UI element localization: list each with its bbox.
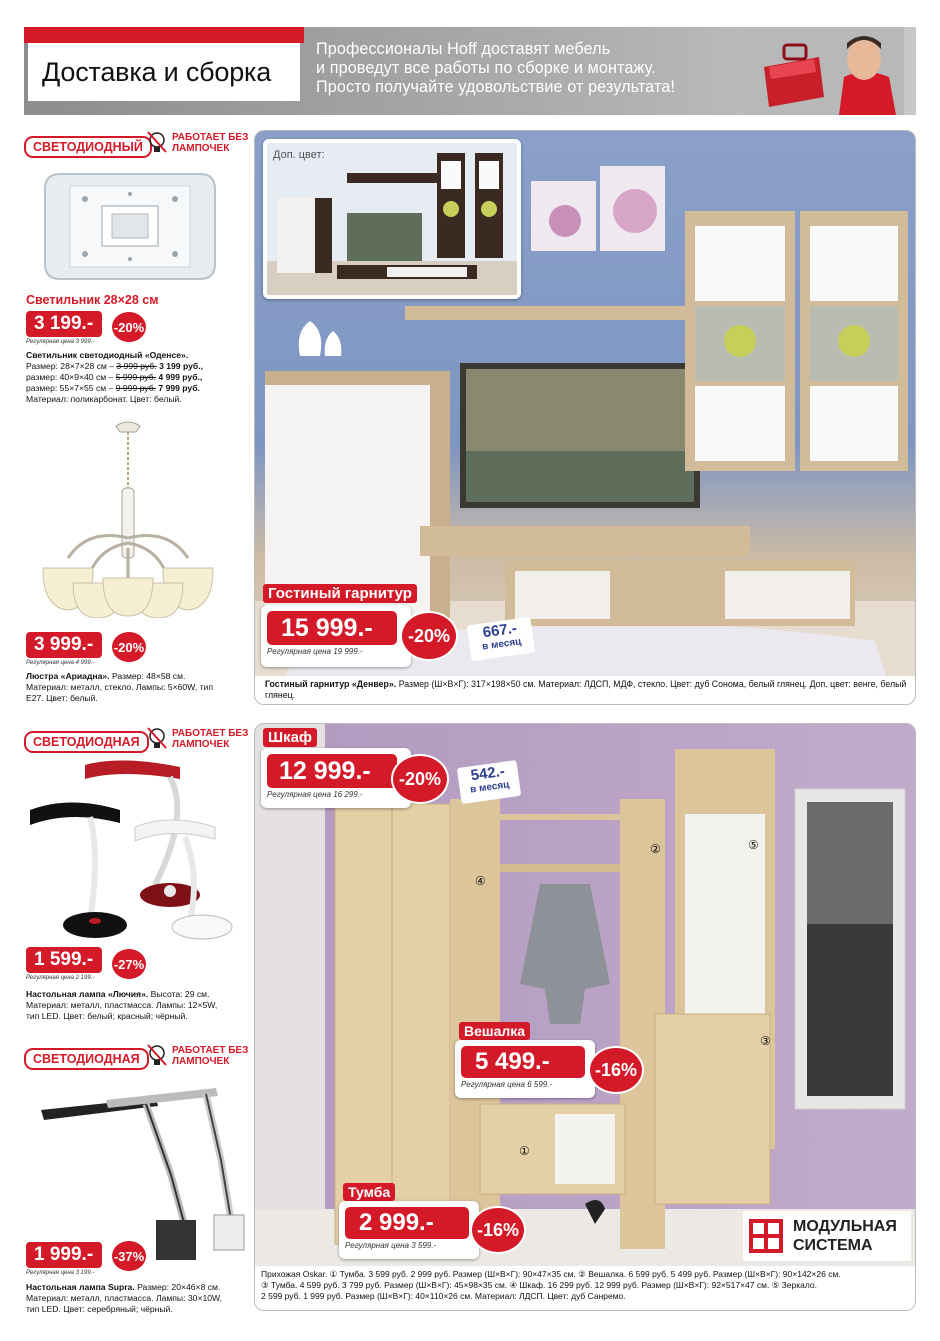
regular-price: Регулярная цена 4 999.- bbox=[26, 660, 95, 666]
price-block bbox=[26, 947, 102, 981]
product-title: Светильник 28×28 см bbox=[26, 293, 159, 307]
desk-lamp-lucia-image bbox=[30, 755, 240, 950]
monthly-amount: 667.- bbox=[481, 619, 518, 642]
marker-4: ④ bbox=[475, 874, 486, 888]
extra-color-inset bbox=[263, 139, 521, 299]
set-discount-badge: -20% bbox=[400, 611, 458, 661]
modular-label-line: МОДУЛЬНАЯ bbox=[793, 1218, 897, 1235]
monthly-amount: 542.- bbox=[469, 762, 506, 785]
desc-text: Материал: металл, пластмасса. Лампы: 12×5W, bbox=[26, 1000, 218, 1010]
set-description bbox=[255, 676, 916, 705]
delivery-man-image bbox=[744, 27, 904, 115]
discount-badge: -27% bbox=[110, 947, 148, 981]
desc-text: Размер: 28×7×28 см – bbox=[26, 361, 115, 371]
new-price: 4 999 руб., bbox=[158, 372, 203, 382]
hallway-desc-line: Прихожая Oskar. ① Тумба. 3 599 руб. 2 999 руб. Размер (Ш×В×Г): 90×47×35 см. ② Вешалка. 6 599 руб. 5 499 руб. Размер (Ш×В×Г): 90×142×26 см. bbox=[261, 1269, 841, 1279]
wardrobe-price: 12 999.- bbox=[267, 754, 397, 788]
no-bulbs-badge bbox=[146, 130, 248, 156]
desc-text: размер: 55×7×55 см – bbox=[26, 383, 114, 393]
product-name: Светильник светодиодный «Оденсе». bbox=[26, 350, 189, 360]
hallway-panel bbox=[254, 723, 916, 1311]
price-block bbox=[26, 1242, 102, 1276]
desc-text: E27. Цвет: белый. bbox=[26, 693, 98, 703]
discount-badge: -37% bbox=[110, 1239, 148, 1273]
wardrobe-discount-badge: -20% bbox=[391, 754, 449, 804]
led-tag bbox=[24, 1048, 149, 1070]
stand-caption: Тумба bbox=[343, 1183, 395, 1201]
hanger-price: 5 499.- bbox=[461, 1046, 585, 1078]
hanger-caption: Вешалка bbox=[459, 1022, 530, 1040]
set-price: 15 999.- bbox=[267, 611, 397, 645]
product-description bbox=[26, 350, 248, 405]
living-room-panel bbox=[254, 130, 916, 705]
no-bulbs-text: ЛАМПОЧЕК bbox=[172, 739, 230, 750]
desc-text: тип LED. Цвет: серебряный; чёрный. bbox=[26, 1304, 173, 1314]
banner-text-line: Просто получайте удовольствие от результата! bbox=[316, 78, 676, 96]
banner-title-box bbox=[28, 43, 300, 101]
led-tag-label: СВЕТОДИОДНАЯ bbox=[24, 731, 149, 753]
marker-3: ③ bbox=[760, 1034, 771, 1048]
marker-2: ② bbox=[650, 842, 661, 856]
hanger-regular-price: Регулярная цена 6 599.- bbox=[461, 1080, 553, 1089]
chandelier-image bbox=[28, 418, 228, 623]
hallway-description bbox=[255, 1266, 916, 1311]
no-bulbs-text: РАБОТАЕТ БЕЗ bbox=[172, 132, 249, 143]
extra-color-image bbox=[267, 143, 517, 295]
no-bulbs-text: РАБОТАЕТ БЕЗ bbox=[172, 728, 249, 739]
banner-text-line: и проведут все работы по сборке и монтажу. bbox=[316, 59, 656, 77]
product-description bbox=[26, 1282, 248, 1315]
new-price: 7 999 руб. bbox=[158, 383, 200, 393]
banner-red-strip bbox=[24, 27, 304, 43]
desc-text: Размер: 48×58 см. bbox=[111, 671, 186, 681]
price-block bbox=[26, 632, 102, 666]
monthly-label: в месяц bbox=[481, 636, 522, 653]
led-tag bbox=[24, 731, 149, 753]
banner-text-line: Профессионалы Hoff доставят мебель bbox=[316, 40, 611, 58]
desc-text: Материал: поликарбонат. Цвет: белый. bbox=[26, 394, 182, 404]
hanger-discount-badge: -16% bbox=[588, 1046, 644, 1094]
desc-text: Материал: металл, пластмасса. Лампы: 30×10W, bbox=[26, 1293, 223, 1303]
extra-color-label: Доп. цвет: bbox=[273, 149, 325, 161]
stand-price: 2 999.- bbox=[345, 1207, 469, 1239]
price-tag: 3 199.- bbox=[26, 311, 102, 337]
discount-badge: -20% bbox=[110, 630, 148, 664]
desc-text: Размер: 20×46×8 см. bbox=[137, 1282, 221, 1292]
set-name: Гостиный гарнитур «Денвер». bbox=[265, 679, 397, 689]
banner-text bbox=[316, 40, 716, 97]
marker-5: ⑤ bbox=[748, 838, 759, 852]
modular-system-label bbox=[743, 1211, 911, 1261]
desc-text: Материал: металл, стекло. Лампы: 5×60W, тип bbox=[26, 682, 213, 692]
price-block bbox=[26, 311, 102, 345]
led-tag bbox=[24, 136, 152, 158]
product-name: Настольная лампа Supra. bbox=[26, 1282, 135, 1292]
product-description bbox=[26, 671, 248, 704]
price-tag: 1 999.- bbox=[26, 1242, 102, 1268]
old-price: 3 999 руб. bbox=[116, 361, 157, 371]
set-caption: Гостиный гарнитур bbox=[263, 584, 417, 603]
no-bulbs-text: РАБОТАЕТ БЕЗ bbox=[172, 1045, 249, 1056]
old-price: 9 999 руб. bbox=[115, 383, 157, 393]
stand-price-card bbox=[339, 1201, 479, 1259]
desc-text: размер: 40×9×40 см – bbox=[26, 372, 114, 382]
set-desc-text: Размер (Ш×В×Г): 317×198×50 см. Материал: ЛДСП, МДФ, стекло. Цвет: дуб Сонома, белый глянец. Доп. цвет: венге, белый глянец. bbox=[265, 679, 907, 700]
set-regular-price: Регулярная цена 19 999.- bbox=[267, 647, 363, 656]
monthly-label: в месяц bbox=[469, 779, 510, 796]
led-tag-label: СВЕТОДИОДНЫЙ bbox=[24, 136, 152, 158]
hallway-desc-line: ③ Тумба. 4 599 руб. 3 799 руб. Размер (Ш×В×Г): 45×98×35 см. ④ Шкаф. 16 299 руб. 12 999 руб. Размер (Ш×В×Г): 92×517×47 см. ⑤ Зеркало. bbox=[261, 1280, 818, 1290]
product-name: Люстра «Ариадна». bbox=[26, 671, 110, 681]
stand-regular-price: Регулярная цена 3 599.- bbox=[345, 1241, 437, 1250]
stand-discount-badge: -16% bbox=[470, 1206, 526, 1254]
new-price: 3 199 руб., bbox=[159, 361, 203, 371]
hanger-price-card bbox=[455, 1040, 595, 1098]
ceiling-light-image bbox=[40, 164, 220, 294]
set-price-card bbox=[261, 605, 411, 667]
desc-text: Высота: 29 см. bbox=[150, 989, 210, 999]
discount-badge: -20% bbox=[110, 310, 148, 344]
bulb-crossed-icon bbox=[146, 726, 168, 752]
regular-price: Регулярная цена 3 999.- bbox=[26, 339, 95, 345]
bulb-crossed-icon bbox=[146, 1043, 168, 1069]
wardrobe-regular-price: Регулярная цена 16 299.- bbox=[267, 790, 363, 799]
old-price: 5 999 руб. bbox=[115, 372, 157, 382]
no-bulbs-text: ЛАМПОЧЕК bbox=[172, 143, 230, 154]
product-description bbox=[26, 989, 248, 1022]
no-bulbs-badge bbox=[146, 726, 248, 752]
product-name: Настольная лампа «Лючия». bbox=[26, 989, 149, 999]
modular-cubes-icon bbox=[747, 1217, 785, 1255]
marker-1: ① bbox=[519, 1144, 530, 1158]
price-tag: 1 599.- bbox=[26, 947, 102, 973]
hallway-desc-line: 2 599 руб. 1 999 руб. Размер (Ш×В×Г): 40×110×26 см. Материал: ЛДСП. Цвет: дуб Санремо. bbox=[261, 1291, 626, 1301]
regular-price: Регулярная цена 3 199.- bbox=[26, 1270, 95, 1276]
no-bulbs-badge bbox=[146, 1043, 248, 1069]
desc-text: тип LED. Цвет: белый; красный; чёрный. bbox=[26, 1011, 188, 1021]
wardrobe-caption: Шкаф bbox=[263, 728, 317, 747]
price-tag: 3 999.- bbox=[26, 632, 102, 658]
bulb-crossed-icon bbox=[146, 130, 168, 156]
modular-label-line: СИСТЕМА bbox=[793, 1237, 873, 1254]
wardrobe-price-card bbox=[261, 748, 411, 808]
regular-price: Регулярная цена 2 199.- bbox=[26, 975, 95, 981]
banner-title: Доставка и сборка bbox=[42, 56, 272, 87]
led-tag-label: СВЕТОДИОДНАЯ bbox=[24, 1048, 149, 1070]
desk-lamp-supra-image bbox=[36, 1080, 246, 1265]
no-bulbs-text: ЛАМПОЧЕК bbox=[172, 1056, 230, 1067]
